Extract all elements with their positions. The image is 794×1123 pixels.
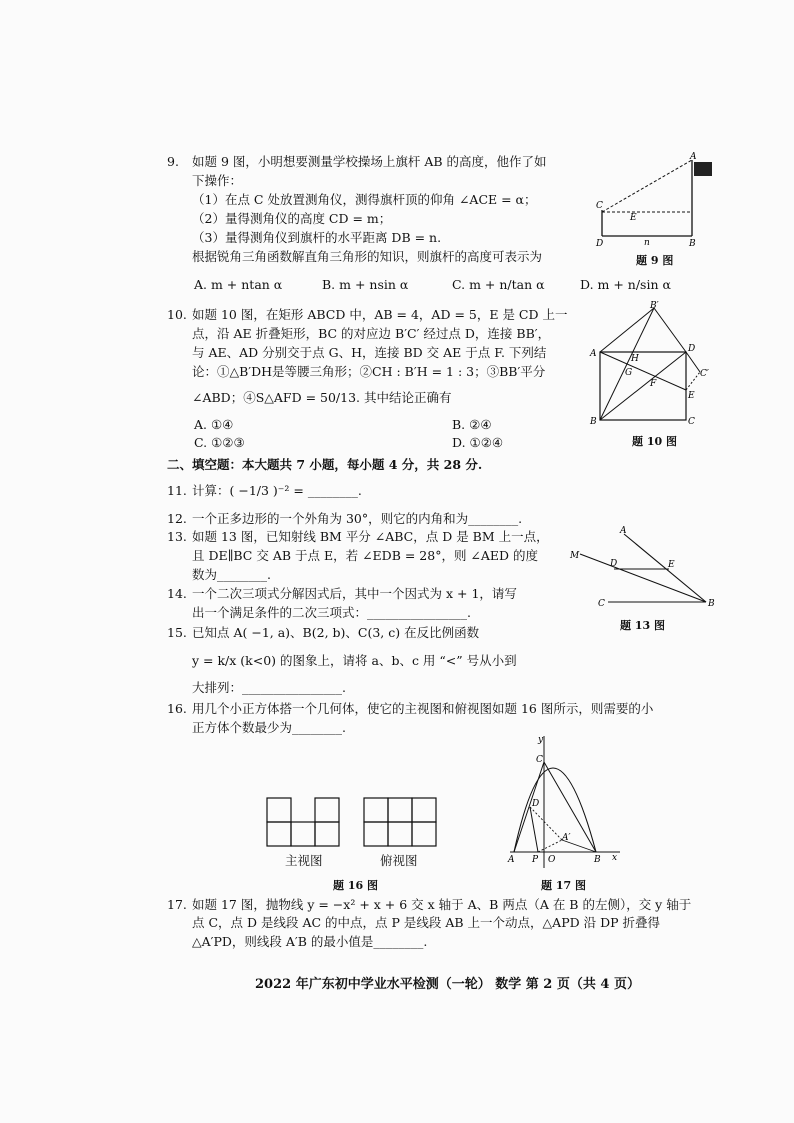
q10-line5: ∠ABD；④S△AFD = 50/13. 其中结论正确有	[192, 390, 452, 405]
svg-text:x: x	[612, 853, 618, 863]
svg-text:B: B	[689, 239, 696, 249]
q9-option-d: D. m + n/sin α	[580, 277, 671, 292]
svg-text:D: D	[610, 559, 618, 569]
svg-text:A′: A′	[562, 833, 571, 843]
svg-text:D: D	[688, 344, 696, 354]
q17-line1: 如题 17 图，抛物线 y = −x² + x + 6 交 x 轴于 A、B 两点（A 在 B 的左侧），交 y 轴于	[192, 897, 692, 912]
svg-text:B′: B′	[650, 301, 659, 311]
svg-text:B: B	[594, 855, 601, 865]
q10-line2: 点，沿 AE 折叠矩形，BC 的对应边 B′C′ 经过点 D，连接 BB′，	[192, 326, 551, 341]
q13-line1: 如题 13 图，已知射线 BM 平分 ∠ABC，点 D 是 BM 上一点，	[192, 529, 549, 544]
q16-front-view	[265, 796, 345, 848]
q14-number: 14.	[167, 586, 187, 601]
q13-number: 13.	[167, 529, 187, 544]
q10-line4: 论：①△B′DH是等腰三角形；②CH : B′H = 1 : 3；③BB′平分	[192, 364, 546, 379]
svg-text:A: A	[508, 855, 515, 865]
svg-text:A: A	[620, 526, 627, 536]
svg-text:B: B	[708, 599, 715, 609]
q13-line3: 数为________.	[192, 567, 271, 582]
svg-text:F: F	[650, 379, 657, 389]
q10-figure	[588, 300, 718, 430]
section-2-heading: 二、填空题：本大题共 7 小题，每小题 4 分，共 28 分.	[167, 457, 483, 472]
q14-line1: 一个二次三项式分解因式后，其中一个因式为 x + 1，请写	[192, 586, 517, 601]
q13-line2: 且 DE∥BC 交 AB 于点 E，若 ∠EDB = 28°，则 ∠AED 的度	[192, 548, 539, 563]
svg-text:C: C	[688, 417, 695, 427]
page-footer: 2022 年广东初中学业水平检测（一轮） 数学 第 2 页（共 4 页）	[255, 977, 640, 992]
q9-step2: （2）量得测角仪的高度 CD = m；	[192, 211, 392, 226]
svg-text:E: E	[668, 560, 675, 570]
q16-caption: 题 16 图	[333, 879, 378, 892]
q9-step1: （1）在点 C 处放置测角仪，测得旗杆顶的仰角 ∠ACE = α；	[192, 192, 537, 207]
svg-text:C: C	[536, 755, 543, 765]
q13-caption: 题 13 图	[620, 619, 665, 632]
q10-option-b: B. ②④	[452, 417, 492, 432]
q9-step3: （3）量得测角仪到旗杆的水平距离 DB = n.	[192, 230, 442, 245]
q10-line3: 与 AE、AD 分别交于点 G、H，连接 BD 交 AE 于点 F. 下列结	[192, 345, 547, 360]
q15-number: 15.	[167, 625, 187, 640]
q16-line1: 用几个小正方体搭一个几何体，使它的主视图和俯视图如题 16 图所示，则需要的小	[192, 701, 654, 716]
q14-line2: 出一个满足条件的二次三项式：________________.	[192, 605, 471, 620]
svg-text:D: D	[532, 799, 540, 809]
q17-figure	[504, 732, 624, 872]
q10-number: 10.	[167, 307, 187, 322]
svg-text:E: E	[688, 391, 695, 401]
svg-text:O: O	[548, 855, 556, 865]
svg-text:A: A	[590, 349, 597, 359]
q12-text: 一个正多边形的一个外角为 30°，则它的内角和为________.	[192, 511, 523, 526]
q9-caption: 题 9 图	[636, 254, 674, 267]
q9-line1: 如题 9 图，小明想要测量学校操场上旗杆 AB 的高度，他作了如	[192, 154, 547, 169]
q15-line1: 已知点 A( −1, a)、B(2, b)、C(3, c) 在反比例函数	[192, 625, 480, 640]
q10-caption: 题 10 图	[632, 435, 677, 448]
q9-option-b: B. m + nsin α	[322, 277, 409, 292]
q9-line2: 下操作：	[192, 173, 243, 188]
q15-line2: y = k/x (k<0) 的图象上，请将 a、b、c 用 “<” 号从小到	[192, 653, 517, 668]
q16-top-view	[362, 796, 442, 848]
q16-front-label: 主视图	[285, 853, 323, 868]
svg-text:M: M	[570, 551, 580, 561]
q10-line1: 如题 10 图，在矩形 ABCD 中，AB = 4，AD = 5，E 是 CD 上一	[192, 307, 568, 322]
svg-text:C: C	[596, 201, 603, 211]
svg-text:n: n	[644, 238, 650, 248]
svg-text:y: y	[538, 735, 544, 745]
svg-text:D: D	[596, 239, 604, 249]
q10-option-d: D. ①②④	[452, 435, 504, 450]
q16-number: 16.	[167, 701, 187, 716]
q9-line3: 根据锐角三角函数解直角三角形的知识，则旗杆的高度可表示为	[192, 249, 543, 264]
svg-text:B: B	[590, 417, 597, 427]
svg-text:G: G	[625, 368, 633, 378]
q12-number: 12.	[167, 511, 187, 526]
q9-figure	[588, 150, 718, 250]
svg-text:P: P	[532, 855, 539, 865]
q17-number: 17.	[167, 897, 187, 912]
q11-number: 11.	[167, 483, 187, 498]
q11-text: 计算：( −1/3 )⁻² = ________.	[192, 483, 362, 498]
q17-line3: △A′PD，则线段 A′B 的最小值是________.	[192, 934, 428, 949]
svg-text:H: H	[631, 354, 639, 364]
q10-option-c: C. ①②③	[194, 435, 245, 450]
q17-line2: 点 C，点 D 是线段 AC 的中点，点 P 是线段 AB 上一个动点，△APD 沿 DP 折叠得	[192, 915, 660, 930]
q15-line3: 大排列：________________.	[192, 680, 346, 695]
q13-figure	[568, 524, 718, 616]
q16-top-label: 俯视图	[380, 853, 418, 868]
q9-option-a: A. m + ntan α	[194, 277, 283, 292]
q9-option-c: C. m + n/tan α	[452, 277, 545, 292]
svg-text:A: A	[690, 152, 697, 162]
q9-number: 9.	[167, 154, 179, 169]
svg-text:C: C	[598, 599, 605, 609]
q17-caption: 题 17 图	[541, 879, 586, 892]
q16-line2: 正方体个数最少为________.	[192, 720, 346, 735]
svg-text:C′: C′	[700, 369, 709, 379]
q10-option-a: A. ①④	[194, 417, 234, 432]
svg-text:E: E	[630, 213, 637, 223]
